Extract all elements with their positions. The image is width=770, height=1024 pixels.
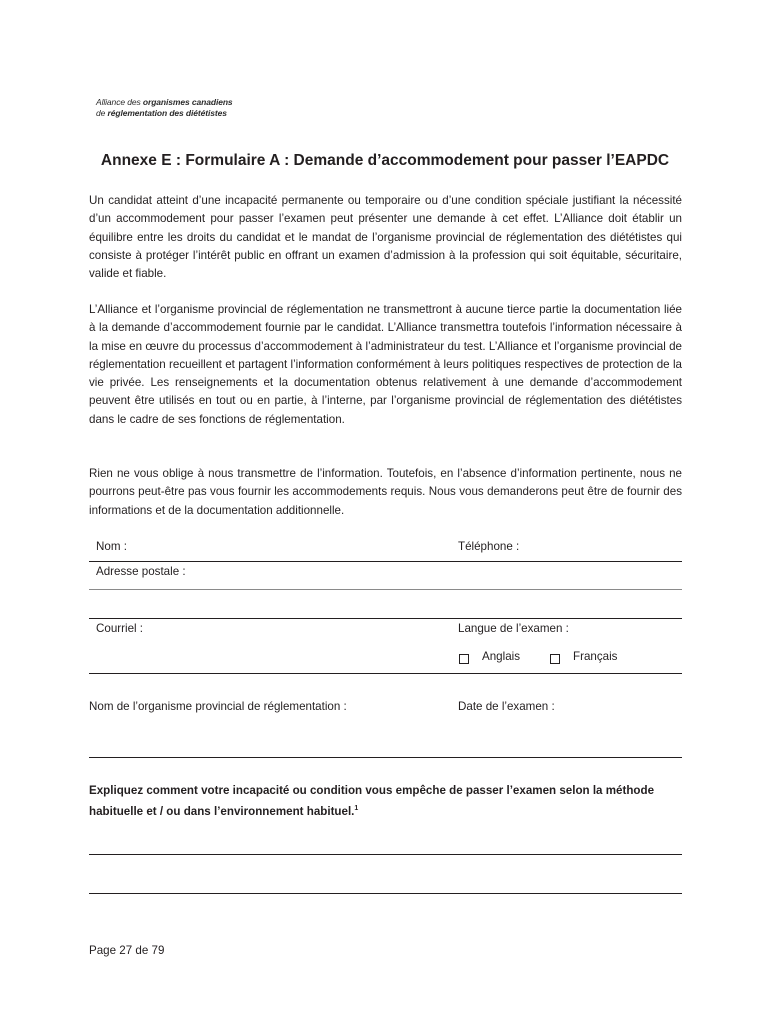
privacy-paragraph: L’Alliance et l’organisme provincial de réglementation ne transmettront à aucune tierce partie la documentation liée à la demande d’accommodement fournie par le candidat. L’Alliance transmettra toutefois l’information nécessaire à la mise en œuvre du processus d’accommodement à l’administrateur du test. L’Alliance et l’organisme provincial de réglementation recueillent et partagent l’information conformément à leurs politiques respectives de protection de la vie privée. Les renseignements et la documentation obtenus relativement à une demande d’accommodement peuvent être utilisés en tout ou en partie, à l’interne, par l’organisme provincial de réglementation des diététistes dans le cadre de ses fonctions de réglementation.	[89, 303, 682, 426]
adresse-field[interactable]	[89, 562, 682, 618]
alliance-logo	[96, 97, 233, 119]
intro-paragraph: Un candidat atteint d’une incapacité permanente ou temporaire ou d’une condition spéciale justifiant la nécessité d’un accommodement pour passer l’examen peut présenter une demande à cet effet. L’Alliance doit établir un équilibre entre les droits du candidat et le mandat de l’organisme provincial de réglementation des diététistes qui consiste à protéger l’intérêt public en offrant un examen d’admission à la profession qui soit équitable, sécuritaire, valide et fiable.	[89, 194, 682, 281]
anglais-checkbox[interactable]	[459, 651, 469, 669]
nom-label: Nom :	[96, 540, 127, 553]
logo-text-bold: organismes canadiens	[142, 97, 233, 107]
francais-checkbox[interactable]	[550, 651, 560, 669]
form-divider	[89, 589, 682, 590]
organisme-label: Nom de l’organisme provincial de réglementation :	[89, 700, 347, 713]
explain-question	[89, 782, 689, 821]
date-field[interactable]	[451, 690, 682, 756]
checkbox-icon	[459, 654, 469, 664]
telephone-label: Téléphone :	[458, 540, 520, 553]
langue-label: Langue de l’examen :	[458, 622, 569, 635]
organisme-field[interactable]	[89, 690, 451, 756]
answer-line	[89, 854, 682, 855]
nom-field[interactable]	[89, 537, 451, 561]
footnote-marker: 1	[354, 805, 359, 813]
adresse-label: Adresse postale :	[96, 565, 186, 578]
courriel-label: Courriel :	[96, 622, 144, 635]
telephone-field[interactable]	[451, 537, 682, 561]
checkbox-icon	[550, 654, 560, 664]
form-divider	[89, 757, 682, 758]
anglais-label: Anglais	[482, 650, 521, 663]
logo-text: de	[96, 108, 106, 118]
logo-text: Alliance des	[96, 97, 141, 107]
courriel-field[interactable]	[89, 619, 451, 673]
form-divider	[89, 673, 682, 674]
page-number: Page 27 de 79	[89, 944, 165, 957]
explain-question-text: Expliquez comment votre incapacité ou condition vous empêche de passer l’examen selon la méthode habituelle et / ou dans l’environnement habituel.	[89, 784, 655, 819]
logo-text-bold: réglementation des diététistes	[107, 108, 227, 118]
date-label: Date de l’examen :	[458, 700, 555, 713]
information-paragraph: Rien ne vous oblige à nous transmettre de l’information. Toutefois, en l’absence d’information pertinente, nous ne pourrons peut-être pas vous fournir les accommodements requis. Nous vous demanderons peut être de fournir des informations et de la documentation additionnelle.	[89, 467, 682, 517]
explanation-field[interactable]	[89, 830, 682, 896]
answer-line	[89, 893, 682, 894]
page-title: Annexe E : Formulaire A : Demande d’accommodement pour passer l’EAPDC	[100, 152, 670, 169]
francais-label: Français	[573, 650, 618, 663]
